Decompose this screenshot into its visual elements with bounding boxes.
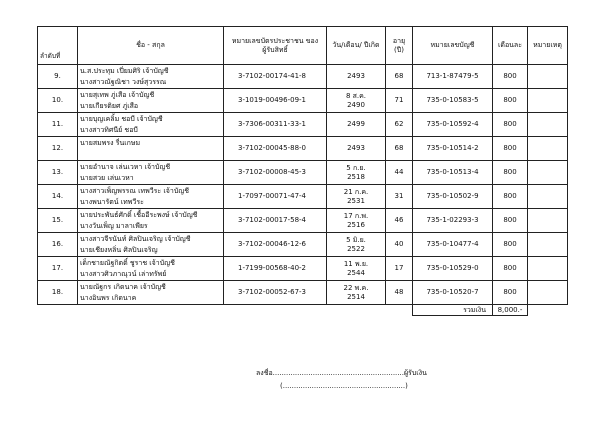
row-name-primary: เด็กชายณัฐกิตติ์ ชูราช เจ้าบัญชี [80,258,175,267]
row-number: 13. [38,161,78,185]
row-id-number: 3-7306-00311-33-1 [224,113,327,137]
row-name-secondary: นายสวย เล่นเวหา [80,173,134,182]
row-names [78,257,224,281]
row-name-primary: นายประพันธ์ศักดิ์ เชื้ออีระพงษ์ เจ้าบัญชี [80,210,198,219]
row-birth-date: 21 ก.ค. [343,187,369,196]
row-name-secondary: นางพนารัตน์ เทพวีระ [80,197,144,206]
header-birth: วัน/เดือน/ ปีเกิด [327,27,386,65]
row-age: 48 [386,281,413,305]
row-birth-year: 2518 [347,172,365,181]
row-names [78,137,224,161]
header-seq: ลำดับที่ [38,27,78,65]
sign-role: ผู้รับเงิน [403,369,427,377]
row-id-number: 3-1019-00496-09-1 [224,89,327,113]
sign-name-paren: (.......................................................) [280,382,408,390]
row-name-primary: นางสาวจีรนันท์ ศิลปินเจริญ เจ้าบัญชี [80,234,191,243]
row-account: 735-0-10514-2 [413,137,493,161]
row-name-primary: นางสาวเพ็ญพรรณ เทพวีระ เจ้าบัญชี [80,186,189,195]
sign-dots: ........................................................... [272,369,404,377]
row-amount: 800 [493,281,528,305]
row-name-secondary: นางสาวทิศนีย์ ชอบี [80,125,138,134]
row-amount: 800 [493,209,528,233]
row-number: 17. [38,257,78,281]
row-names [78,233,224,257]
row-birth [327,89,386,113]
row-id-number: 3-7102-00045-88-0 [224,137,327,161]
table-row [38,233,568,257]
table-row [38,65,568,89]
row-age: 71 [386,89,413,113]
row-birth-year: 2493 [347,144,365,152]
row-id-number: 3-7102-00052-67-3 [224,281,327,305]
table-row [38,113,568,137]
row-name-secondary [80,149,221,160]
row-number: 11. [38,113,78,137]
header-remark: หมายเหตุ [528,27,568,65]
row-birth-date: 5 ก.ย. [346,163,366,172]
header-age: อายุ (ปี) [386,27,413,65]
row-account: 735-0-10513-4 [413,161,493,185]
row-name-primary: นายสุเทพ ภู่เสือ เจ้าบัญชี [80,90,155,99]
row-names [78,65,224,89]
row-number: 12. [38,137,78,161]
row-birth-date: 17 ก.พ. [343,211,369,220]
row-name-secondary: นางสาวศิวภาณุวน์ เล่าทรัพย์ [80,269,167,278]
total-label: รวมเงิน [413,305,493,316]
row-remark [528,89,568,113]
row-amount: 800 [493,113,528,137]
row-birth-year: 2493 [347,72,365,80]
table-row [38,257,568,281]
row-amount: 800 [493,137,528,161]
row-birth-year: 2499 [347,120,365,128]
row-birth [327,65,386,89]
row-age: 44 [386,161,413,185]
row-id-number: 1-7097-00071-47-4 [224,185,327,209]
row-amount: 800 [493,233,528,257]
row-birth [327,281,386,305]
signature-block [256,369,427,390]
row-age: 68 [386,137,413,161]
row-names [78,209,224,233]
row-birth [327,161,386,185]
table-row [38,209,568,233]
row-name-secondary: นายเกียรติยศ ภู่เสือ [80,101,139,110]
row-account: 735-0-10477-4 [413,233,493,257]
row-birth [327,209,386,233]
row-account: 713-1-87479-5 [413,65,493,89]
table-body [38,65,568,316]
sign-label: ลงชื่อ [256,369,273,377]
row-account: 735-0-10592-4 [413,113,493,137]
row-remark [528,65,568,89]
row-age: 46 [386,209,413,233]
row-birth-year: 2522 [347,244,365,253]
row-remark [528,137,568,161]
row-amount: 800 [493,185,528,209]
row-name-primary: น.ส.ประทุม เปี่ยมศิริ เจ้าบัญชี [80,66,169,75]
total-value: 8,000.- [493,305,528,316]
table-row [38,185,568,209]
table-row [38,281,568,305]
row-names [78,89,224,113]
header-name: ชื่อ - สกุล [78,27,224,65]
row-remark [528,185,568,209]
row-birth-year: 2516 [347,220,365,229]
row-number: 16. [38,233,78,257]
row-names [78,161,224,185]
row-birth-date: 5 มิ.ย. [346,235,366,244]
row-age: 17 [386,257,413,281]
table-row [38,137,568,161]
row-amount: 800 [493,65,528,89]
row-account: 735-0-10502-9 [413,185,493,209]
row-remark [528,281,568,305]
row-birth [327,113,386,137]
row-birth [327,233,386,257]
row-remark [528,233,568,257]
row-birth [327,257,386,281]
header-amount: เดือนละ [493,27,528,65]
row-birth-year: 2531 [347,196,365,205]
row-birth-date: 11 พ.ย. [343,259,369,268]
row-amount: 800 [493,89,528,113]
row-names [78,113,224,137]
row-birth [327,137,386,161]
row-names [78,281,224,305]
row-id-number: 3-7102-00174-41-8 [224,65,327,89]
table-header-row [38,27,568,65]
row-name-secondary: นางวันเพ็ญ มาลาเพียร [80,221,148,230]
row-birth-year: 2544 [347,268,365,277]
row-name-secondary: นางสาวณัฐณิชา วงษ์สุวรรณ [80,77,167,86]
row-remark [528,113,568,137]
header-account: หมายเลขบัญชี [413,27,493,65]
row-number: 15. [38,209,78,233]
row-birth-date: 8 ส.ค. [345,91,367,100]
row-birth [327,185,386,209]
row-amount: 800 [493,257,528,281]
row-remark [528,161,568,185]
total-row [38,305,568,316]
row-name-primary: นายณัฐกร เกิดนาค เจ้าบัญชี [80,282,166,291]
row-number: 9. [38,65,78,89]
row-account: 735-1-02293-3 [413,209,493,233]
row-age: 62 [386,113,413,137]
row-birth-year: 2514 [347,292,365,301]
row-id-number: 3-7102-00046-12-6 [224,233,327,257]
row-remark [528,257,568,281]
row-names [78,185,224,209]
row-name-primary: นายอำนาจ เล่นเวหา เจ้าบัญชี [80,162,171,171]
row-amount: 800 [493,161,528,185]
row-name-primary: นายบุญเคลิ้ม ชอบี เจ้าบัญชี [80,114,163,123]
row-id-number: 3-7102-00017-58-4 [224,209,327,233]
row-number: 18. [38,281,78,305]
row-name-primary: นายสมพรง รื่นเกษม [80,138,141,147]
row-account: 735-0-10520-7 [413,281,493,305]
row-name-secondary: นางอินพร เกิดนาค [80,293,137,302]
header-id: หมายเลขบัตรประชาชน ของผู้รับสิทธิ์ [224,27,327,65]
row-age: 40 [386,233,413,257]
row-number: 10. [38,89,78,113]
row-birth-year: 2490 [347,100,365,109]
row-name-secondary: นายเชียงหลิ่น ศิลปินเจริญ [80,245,158,254]
row-remark [528,209,568,233]
row-number: 14. [38,185,78,209]
row-account: 735-0-10529-0 [413,257,493,281]
row-id-number: 1-7199-00568-40-2 [224,257,327,281]
row-id-number: 3-7102-00008-45-3 [224,161,327,185]
table-row [38,89,568,113]
beneficiary-table [37,26,568,316]
row-age: 31 [386,185,413,209]
row-age: 68 [386,65,413,89]
row-account: 735-0-10583-5 [413,89,493,113]
table-row [38,161,568,185]
row-birth-date: 22 พ.ค. [343,283,369,292]
